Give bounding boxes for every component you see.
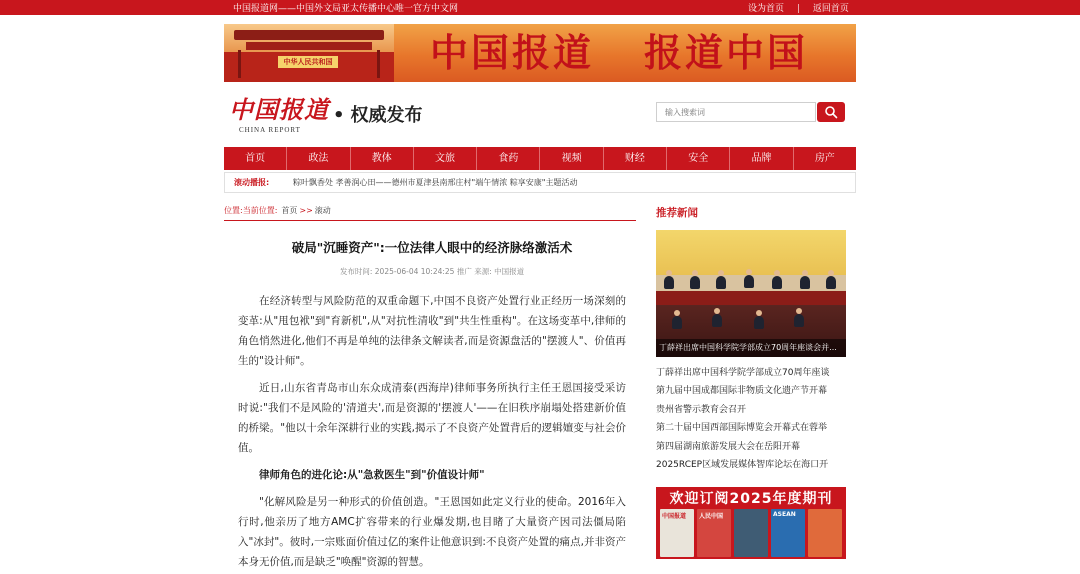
search-icon [824, 105, 838, 119]
search-button[interactable] [817, 102, 845, 122]
flagpole [238, 50, 241, 78]
person [712, 314, 722, 327]
nav-item-politics-law[interactable]: 政法 [287, 147, 350, 170]
flagpole [377, 50, 380, 78]
magazine-cover [808, 509, 842, 557]
banner-title-right: 报道中国 [644, 31, 809, 75]
news-item[interactable]: 2025RCEP区域发展媒体智库论坛在海口开 [656, 460, 829, 471]
photo-backdrop [656, 230, 846, 275]
magazine-cover [660, 509, 694, 557]
article [238, 238, 626, 572]
main-nav [224, 147, 856, 170]
subscription-title: 欢迎订阅2025年度期刊 [669, 491, 833, 507]
photo-table [656, 291, 846, 305]
breadcrumb-current-link[interactable]: 滚动 [314, 206, 331, 215]
gate-roof-lower [246, 42, 372, 50]
article-paragraph: 近日,山东省青岛市山东众成清泰(西海岸)律师事务所执行主任王恩国接受采访时说:"我们不是风险的'清道夫',而是资源的'摆渡人'——在旧秩序崩塌处搭建新价值的桥梁。"他以十余年深耕行业的实践,揭示了不良资产处置背后的逻辑嬗变与社会价值。 [238, 382, 626, 454]
back-home-link[interactable]: 返回首页 [812, 4, 849, 14]
nav-item-brand[interactable]: 品牌 [730, 147, 793, 170]
nav-item-safety[interactable]: 安全 [667, 147, 730, 170]
top-links [748, 1, 849, 14]
nav-item-home[interactable]: 首页 [224, 147, 287, 170]
nav-item-education-sports[interactable]: 教体 [351, 147, 414, 170]
person [754, 316, 764, 329]
nav-item-food-drug[interactable]: 食药 [477, 147, 540, 170]
nav-item-real-estate[interactable]: 房产 [814, 153, 835, 164]
cover-title: ASEAN [773, 511, 796, 518]
person [672, 316, 682, 329]
top-bar [0, 0, 1080, 15]
breadcrumb-home-link[interactable]: 首页 [281, 206, 298, 215]
search-input[interactable] [656, 102, 816, 122]
article-title: 破局"沉睡资产":一位法律人眼中的经济脉络激活术 [291, 240, 573, 255]
gate-roof [234, 30, 384, 40]
recommended-news-heading: 推荐新闻 [656, 207, 698, 219]
logo-chinese: 中国报道 [229, 95, 329, 124]
magazine-cover [697, 509, 731, 557]
person [664, 276, 674, 289]
set-homepage-link[interactable]: 设为首页 [748, 4, 785, 14]
banner-title-left: 中国报道 [430, 31, 595, 75]
nav-item-video[interactable]: 视频 [540, 147, 603, 170]
slogan-text: 权威发布 [350, 105, 423, 126]
search-box [656, 102, 845, 122]
featured-news-photo[interactable] [656, 230, 846, 357]
article-meta: 发布时间: 2025-06-04 10:24:25 推广 来源: 中国报道 [339, 267, 525, 276]
news-ticker [224, 172, 856, 193]
person [716, 276, 726, 289]
header-banner [224, 24, 856, 82]
news-item[interactable]: 第二十届中国西部国际博览会开幕式在蓉举 [656, 423, 828, 434]
subscription-banner[interactable] [656, 487, 846, 559]
news-item[interactable]: 贵州省警示教育会召开 [656, 404, 747, 415]
person [794, 314, 804, 327]
bullet-dot: • [333, 105, 345, 126]
news-item[interactable]: 丁薛祥出席中国科学院学部成立70周年座谈 [656, 368, 830, 378]
breadcrumb-arrow: >> [299, 206, 313, 215]
person [690, 276, 700, 289]
photo-caption: 丁薛祥出席中国科学院学部成立70周年座谈会并... [656, 339, 846, 357]
link-separator: | [796, 4, 800, 14]
ticker-headline[interactable]: 粽叶飘香处 孝善润心田——德州市夏津县南邢庄村"端午情浓 粽享安康"主题活动 [293, 178, 578, 187]
cover-title: 人民中国 [699, 513, 724, 520]
person [826, 276, 836, 289]
cover-title: 中国报道 [662, 513, 687, 520]
person [744, 275, 754, 288]
person [772, 276, 782, 289]
person [800, 276, 810, 289]
ticker-label: 滚动播报: [234, 178, 270, 187]
breadcrumb [224, 205, 636, 221]
recommended-news-list [656, 364, 852, 474]
site-logo[interactable] [229, 97, 329, 137]
gate-plaque: 中华人民共和国 [278, 56, 338, 68]
nav-item-culture-tourism[interactable]: 文旅 [414, 147, 477, 170]
article-paragraph: 在经济转型与风险防范的双重命题下,中国不良资产处置行业正经历一场深刻的变革:从"甩包袱"到"育新机",从"对抗性清收"到"共生性重构"。在这场变革中,律师的角色悄然进化,他们不再是单纯的法律条文解读者,而是资源盘活的"摆渡人"、价值再生的"设计师"。 [238, 295, 626, 367]
news-item[interactable]: 第四届湖南旅游发展大会在岳阳开幕 [656, 441, 801, 452]
magazine-cover [771, 509, 805, 557]
logo-english: CHINA REPORT [239, 126, 301, 134]
article-subheading: 律师角色的进化论:从"急救医生"到"价值设计师" [259, 469, 485, 481]
magazine-covers [660, 509, 842, 557]
article-paragraph: "化解风险是另一种形式的价值创造。"王恩国如此定义行业的使命。2016年入行时,他亲历了地方AMC扩容带来的行业爆发期,也目睹了大量资产因司法僵局陷入"冰封"。彼时,一宗账面价值过亿的案件让他意识到:不良资产处置的痛点,并非资产本身无价值,而是缺乏"唤醒"资源的智慧。 [238, 496, 626, 568]
nav-item-finance[interactable]: 财经 [604, 147, 667, 170]
news-item[interactable]: 第九届中国成都国际非物质文化遗产节开幕 [656, 386, 828, 397]
magazine-cover [734, 509, 768, 557]
site-tagline: 中国报道网——中国外文局亚太传播中心唯一官方中文网 [233, 4, 459, 14]
site-slogan [333, 101, 423, 127]
breadcrumb-label: 位置:当前位置: [224, 206, 278, 215]
tiananmen-image [224, 24, 394, 82]
